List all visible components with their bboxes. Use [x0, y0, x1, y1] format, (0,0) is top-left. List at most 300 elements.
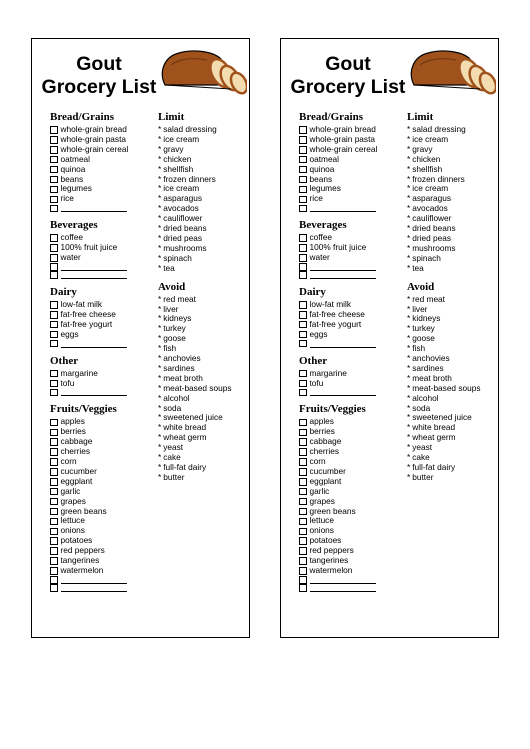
- item-label: white bread: [163, 422, 207, 433]
- item-label: 100% fruit juice: [309, 242, 367, 253]
- bullet-star: *: [158, 163, 162, 174]
- bullet-star: *: [407, 392, 411, 403]
- item-label: fat-free yogurt: [309, 318, 362, 329]
- checkbox[interactable]: [50, 419, 58, 427]
- item-label: cake: [412, 452, 430, 463]
- list-item: [158, 473, 250, 483]
- checkbox[interactable]: [299, 126, 307, 134]
- checkbox[interactable]: [50, 380, 58, 388]
- checklist-section: [50, 403, 158, 592]
- checkbox[interactable]: [50, 331, 58, 339]
- item-label: sweetened juice: [163, 412, 223, 423]
- item-label: quinoa: [309, 163, 335, 174]
- bullet-star: *: [158, 353, 162, 364]
- item-label: green beans: [60, 505, 107, 516]
- item-label: kidneys: [412, 313, 441, 324]
- checkbox[interactable]: [50, 576, 58, 584]
- avoid-section: [407, 281, 499, 483]
- checkbox[interactable]: [299, 205, 307, 213]
- checkbox[interactable]: [50, 126, 58, 134]
- item-label: cabbage: [309, 436, 342, 447]
- item-label: wheat germ: [163, 432, 207, 443]
- checkbox[interactable]: [299, 438, 307, 446]
- checklist-item: [299, 584, 407, 592]
- checkbox[interactable]: [50, 448, 58, 456]
- checkbox[interactable]: [299, 576, 307, 584]
- item-label: alcohol: [163, 392, 190, 403]
- checkbox[interactable]: [50, 271, 58, 279]
- item-label: dried peas: [163, 232, 202, 243]
- checklist-item: [299, 330, 407, 340]
- item-label: margarine: [60, 367, 98, 378]
- item-label: avocados: [163, 203, 199, 214]
- list-item: [158, 295, 250, 305]
- checkbox[interactable]: [50, 438, 58, 446]
- checklist-item: [50, 379, 158, 389]
- checkbox[interactable]: [50, 205, 58, 213]
- item-label: red meat: [412, 293, 445, 304]
- item-label: soda: [163, 402, 182, 413]
- title-line-2: Grocery List: [290, 76, 406, 98]
- checkbox[interactable]: [50, 488, 58, 496]
- item-label: beans: [309, 173, 333, 184]
- checkbox[interactable]: [299, 547, 307, 555]
- checkbox[interactable]: [299, 567, 307, 575]
- checklist-section: [50, 111, 158, 212]
- checklist-item: [50, 253, 158, 263]
- limit-avoid-column: [407, 111, 499, 490]
- item-label: spinach: [163, 252, 192, 263]
- bullet-star: *: [407, 293, 411, 304]
- checkbox[interactable]: [50, 254, 58, 262]
- checkbox[interactable]: [299, 537, 307, 545]
- item-label: mushrooms: [163, 242, 207, 253]
- checkbox[interactable]: [299, 331, 307, 339]
- checkbox[interactable]: [50, 301, 58, 309]
- item-label: coffee: [60, 232, 83, 243]
- item-label: eggplant: [309, 475, 342, 486]
- checklist-item: [50, 340, 158, 348]
- item-label: soda: [412, 402, 431, 413]
- bullet-star: *: [407, 323, 411, 334]
- section-title: Avoid: [407, 280, 435, 293]
- item-label: onions: [60, 525, 85, 536]
- item-label: gravy: [412, 143, 433, 154]
- item-label: fat-free yogurt: [60, 318, 113, 329]
- item-label: apples: [60, 416, 85, 427]
- item-label: gravy: [163, 143, 184, 154]
- checkbox[interactable]: [50, 244, 58, 252]
- bullet-star: *: [407, 462, 411, 472]
- item-label: kidneys: [163, 313, 192, 324]
- title-line-2: Grocery List: [41, 76, 157, 98]
- blank-write-in-line[interactable]: [310, 584, 376, 592]
- checklist-section: [299, 219, 407, 279]
- bullet-star: *: [407, 124, 411, 134]
- checklist-item: [50, 566, 158, 576]
- checklist-section: [299, 355, 407, 397]
- checkbox[interactable]: [50, 321, 58, 329]
- checkbox[interactable]: [299, 244, 307, 252]
- blank-write-in-line[interactable]: [310, 271, 376, 279]
- blank-write-in-line[interactable]: [61, 576, 127, 584]
- checkbox[interactable]: [50, 508, 58, 516]
- item-label: tofu: [60, 377, 75, 388]
- checkbox[interactable]: [299, 518, 307, 526]
- checklist-section: [50, 355, 158, 397]
- checkbox[interactable]: [50, 584, 58, 592]
- item-label: full-fat dairy: [412, 462, 456, 472]
- checklist-item: [50, 584, 158, 592]
- section-title: Other: [50, 354, 79, 367]
- bullet-star: *: [407, 262, 411, 273]
- checklist-item: [299, 566, 407, 576]
- checkbox[interactable]: [299, 321, 307, 329]
- bullet-star: *: [407, 153, 411, 164]
- item-label: margarine: [309, 367, 347, 378]
- item-label: legumes: [60, 183, 92, 194]
- item-label: alcohol: [412, 392, 439, 403]
- item-label: fish: [412, 343, 426, 354]
- item-label: water: [60, 252, 81, 263]
- checkbox[interactable]: [50, 567, 58, 575]
- item-label: butter: [163, 471, 185, 482]
- item-label: sardines: [412, 362, 444, 373]
- item-label: oatmeal: [309, 153, 340, 164]
- checklist-item: [299, 369, 407, 379]
- bullet-star: *: [158, 143, 162, 154]
- checkbox[interactable]: [299, 263, 307, 271]
- checkbox[interactable]: [50, 468, 58, 476]
- checkbox[interactable]: [299, 156, 307, 164]
- item-label: mushrooms: [412, 242, 456, 253]
- checkbox[interactable]: [50, 146, 58, 154]
- item-label: yeast: [412, 442, 433, 453]
- checklist-section: [50, 286, 158, 348]
- item-label: whole-grain bread: [309, 124, 376, 134]
- bullet-star: *: [158, 173, 162, 184]
- checkbox[interactable]: [299, 380, 307, 388]
- item-label: water: [309, 252, 330, 263]
- checkbox[interactable]: [299, 468, 307, 476]
- checklist-item: [299, 379, 407, 389]
- item-label: liver: [163, 303, 179, 314]
- bullet-star: *: [407, 232, 411, 243]
- section-title: Other: [299, 354, 328, 367]
- bullet-star: *: [407, 313, 411, 324]
- checkbox[interactable]: [50, 196, 58, 204]
- item-label: low-fat milk: [60, 298, 102, 309]
- bullet-star: *: [158, 133, 162, 144]
- bullet-star: *: [407, 471, 411, 482]
- bullet-star: *: [158, 323, 162, 334]
- blank-write-in-line[interactable]: [310, 576, 376, 584]
- bullet-star: *: [158, 372, 162, 383]
- item-label: shellfish: [163, 163, 194, 174]
- checklist-item: [299, 194, 407, 204]
- item-label: eggs: [309, 328, 328, 339]
- checkbox[interactable]: [299, 488, 307, 496]
- title-line-1: Gout: [325, 53, 371, 75]
- checkbox[interactable]: [299, 498, 307, 506]
- bread-loaf-icon: [408, 45, 496, 95]
- checklist-item: [50, 263, 158, 271]
- item-label: chicken: [412, 153, 441, 164]
- section-title: Fruits/Veggies: [50, 403, 117, 416]
- checkbox[interactable]: [50, 518, 58, 526]
- bullet-star: *: [407, 432, 411, 443]
- bullet-star: *: [407, 333, 411, 344]
- item-label: lettuce: [309, 515, 334, 526]
- item-label: asparagus: [163, 193, 202, 204]
- item-label: turkey: [163, 323, 186, 334]
- bread-loaf-icon: [159, 45, 247, 95]
- checkbox[interactable]: [299, 340, 307, 348]
- page-title: [281, 53, 415, 99]
- checkbox[interactable]: [50, 389, 58, 397]
- item-label: asparagus: [412, 193, 451, 204]
- list-item: [407, 295, 499, 305]
- checklist-section: [50, 219, 158, 279]
- checkbox[interactable]: [299, 271, 307, 279]
- item-label: yeast: [163, 442, 184, 453]
- bullet-star: *: [407, 252, 411, 263]
- item-label: salad dressing: [163, 124, 217, 134]
- checkbox[interactable]: [50, 547, 58, 555]
- blank-write-in-line[interactable]: [61, 263, 127, 271]
- item-label: beans: [60, 173, 84, 184]
- item-label: white bread: [412, 422, 456, 433]
- checkbox[interactable]: [50, 311, 58, 319]
- list-item: [407, 264, 499, 274]
- item-label: corn: [309, 456, 326, 467]
- item-label: garlic: [60, 485, 81, 496]
- checkbox[interactable]: [50, 370, 58, 378]
- bullet-star: *: [407, 422, 411, 433]
- section-title: Bread/Grains: [299, 111, 363, 123]
- item-label: anchovies: [163, 353, 201, 364]
- bullet-star: *: [407, 402, 411, 413]
- bullet-star: *: [158, 303, 162, 314]
- bullet-star: *: [158, 362, 162, 373]
- checkbox[interactable]: [299, 478, 307, 486]
- item-label: onions: [309, 525, 334, 536]
- checkbox[interactable]: [299, 429, 307, 437]
- item-label: anchovies: [412, 353, 450, 364]
- bullet-star: *: [407, 213, 411, 224]
- item-label: 100% fruit juice: [60, 242, 118, 253]
- item-label: dried beans: [412, 223, 456, 234]
- bullet-star: *: [407, 303, 411, 314]
- bullet-star: *: [158, 262, 162, 273]
- item-label: shellfish: [412, 163, 443, 174]
- bullet-star: *: [158, 462, 162, 472]
- bullet-star: *: [407, 143, 411, 154]
- item-label: grapes: [60, 495, 86, 506]
- section-title: Dairy: [299, 285, 326, 298]
- checkbox[interactable]: [50, 478, 58, 486]
- blank-write-in-line[interactable]: [61, 271, 127, 279]
- item-label: tangerines: [309, 555, 349, 566]
- checklist-item: [299, 576, 407, 584]
- checkbox[interactable]: [50, 557, 58, 565]
- bullet-star: *: [158, 452, 162, 463]
- item-label: meat-based soups: [163, 382, 232, 393]
- bullet-star: *: [407, 353, 411, 364]
- bullet-star: *: [158, 432, 162, 443]
- checkbox[interactable]: [299, 508, 307, 516]
- checkbox[interactable]: [299, 234, 307, 242]
- blank-write-in-line[interactable]: [61, 204, 127, 212]
- checkbox[interactable]: [50, 176, 58, 184]
- item-label: red meat: [163, 293, 196, 304]
- checklist-item: [299, 271, 407, 279]
- bullet-star: *: [158, 193, 162, 204]
- checkbox[interactable]: [50, 166, 58, 174]
- checkbox[interactable]: [50, 528, 58, 536]
- page-title: [32, 53, 166, 99]
- item-label: apples: [309, 416, 334, 427]
- section-title: Avoid: [158, 280, 186, 293]
- item-label: potatoes: [309, 535, 342, 546]
- item-label: rice: [309, 193, 323, 204]
- checkbox[interactable]: [299, 370, 307, 378]
- item-label: tangerines: [60, 555, 100, 566]
- item-label: berries: [60, 426, 86, 437]
- bullet-star: *: [407, 193, 411, 204]
- item-label: tea: [412, 262, 424, 273]
- checkbox[interactable]: [299, 311, 307, 319]
- item-label: cauliflower: [163, 213, 203, 224]
- item-label: eggs: [60, 328, 79, 339]
- item-label: dried beans: [163, 223, 207, 234]
- bullet-star: *: [158, 293, 162, 304]
- avoid-section: [158, 281, 250, 483]
- checkbox[interactable]: [50, 186, 58, 194]
- checkbox[interactable]: [299, 254, 307, 262]
- list-item: [158, 264, 250, 274]
- item-label: watermelon: [60, 565, 104, 575]
- blank-write-in-line[interactable]: [310, 340, 376, 348]
- item-label: goose: [412, 333, 435, 344]
- bullet-star: *: [407, 163, 411, 174]
- checkbox[interactable]: [50, 498, 58, 506]
- item-label: spinach: [412, 252, 441, 263]
- bullet-star: *: [158, 442, 162, 453]
- checkbox[interactable]: [50, 537, 58, 545]
- checklist-item: [50, 271, 158, 279]
- item-label: whole-grain cereal: [309, 143, 378, 154]
- item-label: goose: [163, 333, 186, 344]
- item-label: coffee: [309, 232, 332, 243]
- checkbox[interactable]: [50, 263, 58, 271]
- checkbox[interactable]: [299, 176, 307, 184]
- item-label: legumes: [309, 183, 341, 194]
- item-label: sardines: [163, 362, 195, 373]
- blank-write-in-line[interactable]: [61, 388, 127, 396]
- item-label: rice: [60, 193, 74, 204]
- checkbox[interactable]: [299, 528, 307, 536]
- bullet-star: *: [158, 223, 162, 234]
- checkbox[interactable]: [299, 584, 307, 592]
- checkbox[interactable]: [299, 186, 307, 194]
- bullet-star: *: [407, 203, 411, 214]
- checklist-item: [50, 330, 158, 340]
- item-label: ice cream: [163, 183, 200, 194]
- checkbox[interactable]: [299, 166, 307, 174]
- item-label: eggplant: [60, 475, 93, 486]
- checkbox[interactable]: [299, 458, 307, 466]
- item-label: meat-based soups: [412, 382, 481, 393]
- blank-write-in-line[interactable]: [310, 263, 376, 271]
- checkbox[interactable]: [299, 419, 307, 427]
- bullet-star: *: [407, 442, 411, 453]
- item-label: meat broth: [412, 372, 452, 383]
- item-label: oatmeal: [60, 153, 91, 164]
- checkbox[interactable]: [50, 340, 58, 348]
- item-label: berries: [309, 426, 335, 437]
- checkbox[interactable]: [50, 458, 58, 466]
- checkbox[interactable]: [50, 234, 58, 242]
- item-label: ice cream: [412, 183, 449, 194]
- checkbox[interactable]: [50, 156, 58, 164]
- bullet-star: *: [407, 372, 411, 383]
- checkbox[interactable]: [299, 389, 307, 397]
- item-label: fat-free cheese: [309, 308, 365, 319]
- item-label: lettuce: [60, 515, 85, 526]
- checkbox[interactable]: [299, 196, 307, 204]
- section-title: Dairy: [50, 285, 77, 298]
- checkbox[interactable]: [299, 301, 307, 309]
- checkbox[interactable]: [50, 136, 58, 144]
- item-label: ice cream: [163, 133, 200, 144]
- bullet-star: *: [407, 362, 411, 373]
- blank-write-in-line[interactable]: [310, 204, 376, 212]
- list-item: [407, 473, 499, 483]
- item-label: wheat germ: [412, 432, 456, 443]
- section-title: Beverages: [299, 219, 347, 232]
- checkbox[interactable]: [299, 136, 307, 144]
- item-label: low-fat milk: [309, 298, 351, 309]
- item-label: turkey: [412, 323, 435, 334]
- checkbox[interactable]: [299, 557, 307, 565]
- bullet-star: *: [407, 382, 411, 393]
- item-label: whole-grain pasta: [309, 133, 375, 144]
- bullet-star: *: [407, 343, 411, 354]
- bullet-star: *: [158, 382, 162, 393]
- checkbox[interactable]: [299, 146, 307, 154]
- blank-write-in-line[interactable]: [61, 340, 127, 348]
- item-label: red peppers: [60, 545, 105, 556]
- checkbox[interactable]: [299, 448, 307, 456]
- item-label: butter: [412, 471, 434, 482]
- section-title: Fruits/Veggies: [299, 403, 366, 416]
- bullet-star: *: [158, 183, 162, 194]
- item-label: garlic: [309, 485, 330, 496]
- item-label: fish: [163, 343, 177, 354]
- item-label: dried peas: [412, 232, 451, 243]
- checklist-column: [50, 111, 158, 599]
- item-label: potatoes: [60, 535, 93, 546]
- limit-section: [158, 111, 250, 274]
- item-label: grapes: [309, 495, 335, 506]
- blank-write-in-line[interactable]: [310, 388, 376, 396]
- blank-write-in-line[interactable]: [61, 584, 127, 592]
- checkbox[interactable]: [50, 429, 58, 437]
- bullet-star: *: [158, 402, 162, 413]
- limit-section: [407, 111, 499, 274]
- item-label: liver: [412, 303, 428, 314]
